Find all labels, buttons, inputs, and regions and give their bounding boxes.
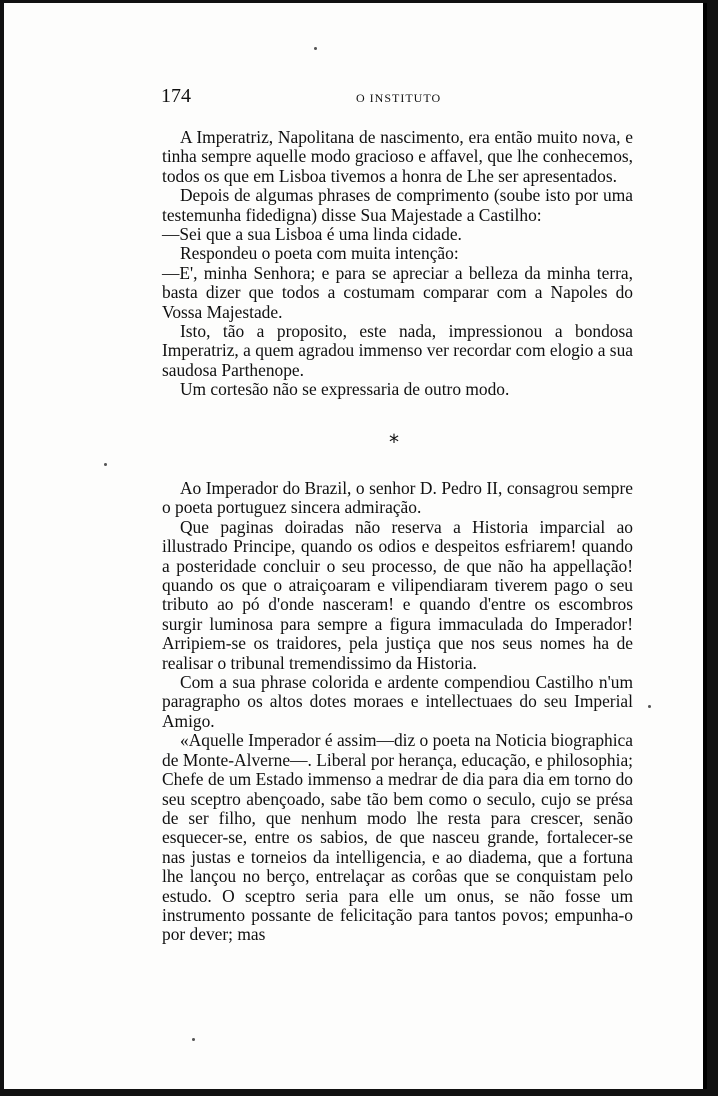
book-page [4, 3, 707, 1089]
page-number: 174 [161, 85, 191, 107]
paragraph: A Imperatriz, Napolitana de nascimento, era então muito nova, e tinha sempre aquelle modo gracioso e affavel, que lhe conhecemos, todos os que em Lisboa tivemos a honra de Lhe ser apresentados. [162, 127, 633, 186]
paragraph: «Aquelle Imperador é assim—diz o poeta na Noticia biographica de Monte-Alverne—. Liberal por herança, educação, e philosophia; Chefe de um Estado immenso a medrar de dia para dia em torno do seu sceptro abençoado, sabe tão bem como o seculo, cujo se présa de ser filho, que nenhum modo lhe resta para crescer, senão esquecer-se, entre os sabios, de que nasceu grande, fortalecer-se nas justas e torneios da intelligencia, e ao diadema, que a fortuna lhe lançou no berço, entrelaçar as corôas que se conquistam pelo estudo. O sceptro seria para elle um onus, se não fosse um instrumento possante de felicitação para tantos povos; empunha-o por dever; mas [162, 730, 633, 945]
running-head: O INSTITUTO [356, 91, 442, 105]
scan-speck [648, 705, 651, 708]
dialogue-line: —Sei que a sua Lisboa é uma linda cidade. [162, 224, 462, 245]
paragraph: Com a sua phrase colorida e ardente compendiou Castilho n'um paragrapho os altos dotes moraes e intellectuaes do seu Imperial Amigo. [162, 672, 633, 731]
paragraph: Isto, tão a proposito, este nada, impressionou a bondosa Imperatriz, a quem agradou immenso ver recordar com elogio a sua saudosa Parthenope. [162, 321, 633, 380]
scan-speck [192, 1038, 195, 1041]
paragraph: Que paginas doiradas não reserva a Historia imparcial ao illustrado Principe, quando os odios e despeitos esfriarem! quando a posteridade concluir o seu processo, de que não ha appellação! quando os que o atraiçoaram e vilipendiaram tiverem pago o seu tributo ao pó d'onde nasceram! e quando d'entre os escombros surgir luminosa para sempre a figura immaculada do Imperador! Arripiem-se os traidores, pela justiça que nos seus nomes ha de realisar o tribunal tremendissimo da Historia. [162, 516, 633, 673]
text-block-pedro-ii [162, 479, 633, 945]
scan-speck [314, 47, 317, 50]
scan-speck [104, 463, 107, 466]
text-block-castilho-imperatriz [162, 128, 633, 400]
page-header [161, 85, 635, 109]
paragraph: Ao Imperador do Brazil, o senhor D. Pedro II, consagrou sempre o poeta portuguez sincera admiração. [162, 478, 633, 518]
paragraph: Um cortesão não se expressaria de outro modo. [180, 379, 510, 400]
paragraph: Depois de algumas phrases de comprimento (soube isto por uma testemunha fidedigna) disse Sua Majestade a Castilho: [162, 185, 633, 225]
section-divider-asterisk: * [389, 430, 399, 454]
dialogue-line: —E', minha Senhora; e para se apreciar a belleza da minha terra, basta dizer que todos a costumam comparar com a Napoles do Vossa Majestade. [162, 262, 633, 322]
paragraph: Respondeu o poeta com muita intenção: [180, 243, 459, 264]
